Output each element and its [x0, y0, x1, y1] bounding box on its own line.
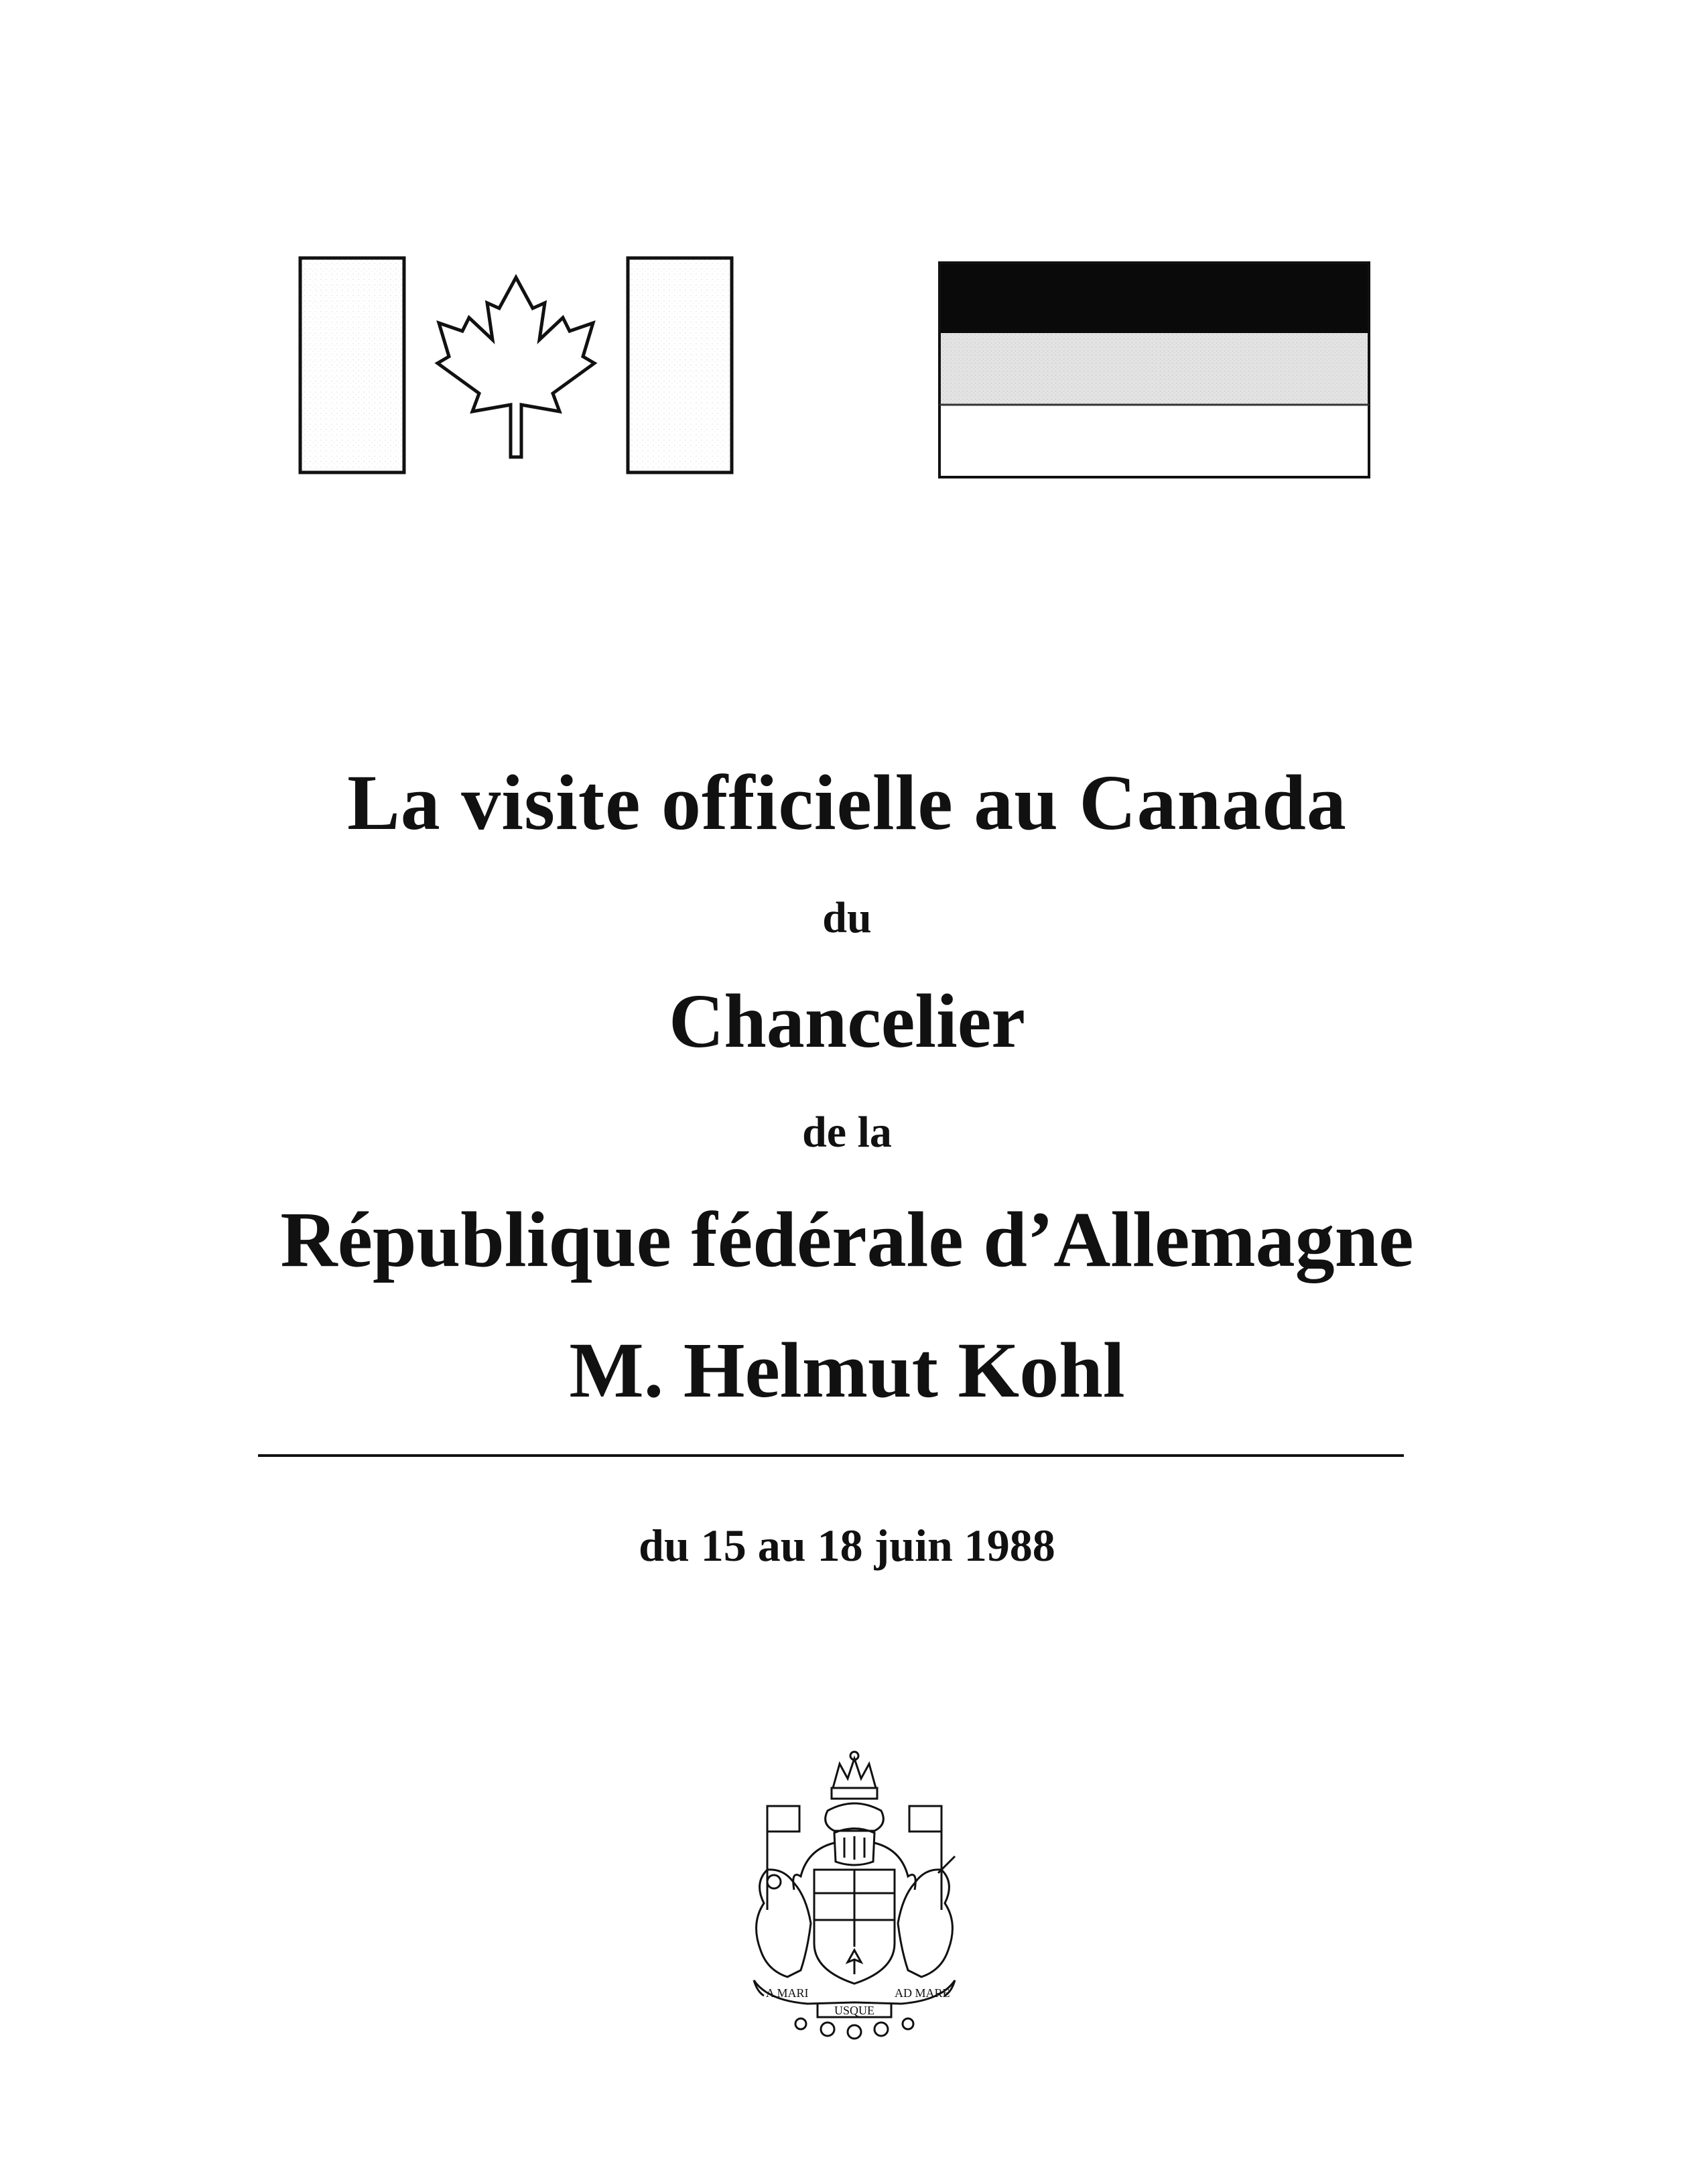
germany-flag-top-band — [939, 263, 1369, 333]
germany-flag — [938, 261, 1370, 479]
connector-du: du — [822, 893, 872, 942]
canada-flag — [298, 256, 734, 477]
chancellor-title: Chancelier — [669, 978, 1025, 1064]
connector-de-la: de la — [802, 1108, 892, 1157]
germany-flag-bottom-band — [939, 405, 1369, 477]
country-name: République fédérale d’Allemagne — [280, 1196, 1414, 1283]
motto-center: USQUE — [834, 2004, 875, 2017]
crown-icon — [832, 1752, 877, 1799]
germany-flag-middle-band — [939, 333, 1369, 405]
motto-right: AD MARE — [895, 1986, 950, 2000]
motto-left: A MARI — [766, 1986, 809, 2000]
document-title: La visite officielle au Canada — [347, 759, 1347, 846]
horizontal-divider — [258, 1454, 1404, 1457]
coat-of-arms-icon — [727, 1749, 982, 2044]
canada-flag-left-band — [300, 258, 404, 472]
canada-flag-right-band — [628, 258, 732, 472]
visit-dates: du 15 au 18 juin 1988 — [639, 1520, 1055, 1571]
person-name: M. Helmut Kohl — [569, 1326, 1125, 1414]
maple-leaf-icon — [438, 277, 594, 457]
